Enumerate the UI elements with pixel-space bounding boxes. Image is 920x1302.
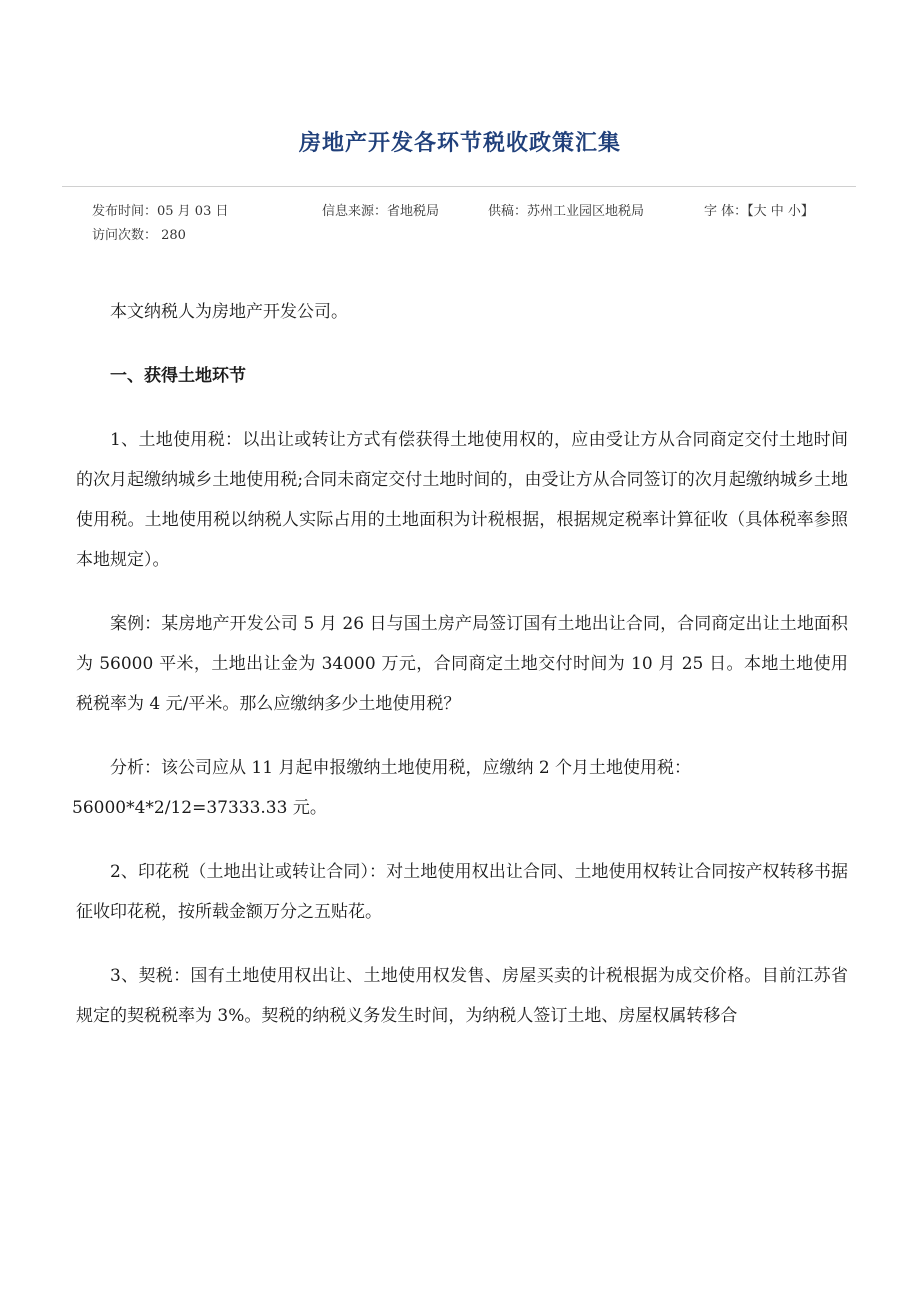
contributor: 供稿：苏州工业园区地税局 [488,204,645,219]
paragraph-land-use-tax: 1、土地使用税：以出让或转让方式有偿获得土地使用权的，应由受让方从合同商定交付土地时间的次月起缴纳城乡土地使用税;合同未商定交付土地时间的，由受让方从合同签订的次月起缴纳城乡土地使用税。土地使用税以纳税人实际占用的土地面积为计税根据，根据规定税率计算征收（具体税率参照本地规定）。 [76,430,848,570]
section-heading: 一、获得土地环节 [110,366,246,386]
title-divider [62,186,856,187]
paragraph-formula: 56000*4*2/12=37333.33 元。 [72,798,327,818]
paragraph-case: 案例：某房地产开发公司 5 月 26 日与国土房产局签订国有土地出让合同，合同商定出让土地面积为 56000 平米，土地出让金为 34000 万元，合同商定土地交付时间为 10 月 25 日。本地土地使用税税率为 4 元/平米。那么应缴纳多少土地使用税？ [76,614,848,714]
paragraph-deed-tax: 3、契税：国有土地使用权出让、土地使用权发售、房屋买卖的计税根据为成交价格。目前江苏省规定的契税税率为 3%。契税的纳税义务发生时间，为纳税人签订土地、房屋权属转移合 [76,966,848,1026]
info-source: 信息来源：省地税局 [322,204,440,219]
publish-time: 发布时间：05 月 03 日 [92,204,229,219]
visit-count: 访问次数： 280 [92,228,186,243]
page-title: 房地产开发各环节税收政策汇集 [298,130,621,156]
intro-paragraph: 本文纳税人为房地产开发公司。 [110,302,348,322]
font-size-selector[interactable]: 字 体：【大 中 小】 [704,204,814,219]
article-body [72,292,848,1060]
paragraph-stamp-tax: 2、印花税（土地出让或转让合同）：对土地使用权出让合同、土地使用权转让合同按产权转移书据征收印花税，按所载金额万分之五贴花。 [76,862,848,922]
paragraph-analysis: 分析：该公司应从 11 月起申报缴纳土地使用税，应缴纳 2 个月土地使用税： [110,758,692,778]
